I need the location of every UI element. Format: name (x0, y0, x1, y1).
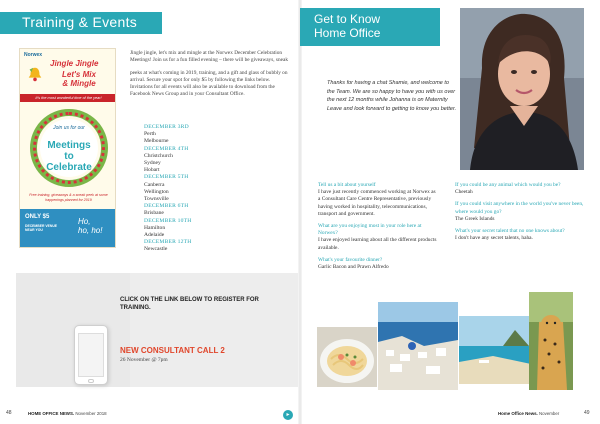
poster-offer-script: Ho, ho, ho! (78, 217, 103, 235)
interview-question: If you could visit anywhere in the world you've never been, where would you go? (455, 201, 584, 215)
intro-paragraph: Jingle jingle, let's mix and mingle at the Norwex December Celebration Meetings! Join us for a fun filled evening – there will be giveaways, sneak (130, 50, 288, 63)
event-city: Sydney (144, 160, 161, 167)
pasta-photo (317, 327, 377, 387)
interview-question: If you could be any animal which would you be? (455, 182, 561, 188)
event-city: Christchurch (144, 152, 173, 159)
event-group[interactable] (144, 239, 284, 253)
footer-brand: HOME OFFICE NEWS. (28, 411, 75, 416)
poster-title-top: Jingle Jingle (50, 59, 99, 68)
poster-band (20, 94, 116, 102)
interview-question: What are you enjoying most in your role here at Norwex? (318, 223, 422, 237)
portrait-image (460, 8, 584, 170)
poster-wreath-line1: Join us for our (53, 125, 85, 131)
event-date[interactable]: DECEMBER 5TH (144, 174, 189, 181)
phone-screen (78, 333, 104, 377)
section-header-home-office (300, 8, 440, 46)
footer-issue: November (539, 411, 560, 416)
cta-background (16, 273, 130, 387)
event-group[interactable] (144, 146, 284, 175)
event-city: Newcastle (144, 246, 168, 253)
interview-answer: The Greek Islands (455, 215, 495, 222)
poster-band-text: It's the most wonderful time of the year! (35, 96, 102, 100)
page-number-right: 49 (584, 410, 590, 416)
event-group[interactable] (144, 124, 284, 146)
poster-brand: Norwex (24, 52, 43, 58)
event-city: Townsville (144, 196, 169, 203)
poster-wreath-title: Meetings to Celebrate (46, 140, 92, 173)
poster-title-main: Let's Mix & Mingle (62, 70, 96, 88)
event-list (144, 124, 284, 254)
poster-offer (20, 209, 116, 248)
beach-photo (459, 316, 531, 384)
welcome-quote: Thanks for having a chat Shamie, and welcome to the Team. We are so happy to have you with us over the next 12 months while Johanna is on Maternity Leave and look forward to getting to know you better. (327, 80, 457, 112)
section-header-training (0, 12, 162, 34)
event-date[interactable]: DECEMBER 10TH (144, 217, 192, 224)
event-group[interactable] (144, 203, 284, 217)
interview-question: Tell us a bit about yourself (318, 182, 376, 188)
footer-left (28, 411, 107, 416)
poster-description: Free training, giveaways & a sneak peek at some happenings planned for 2019 (29, 193, 108, 202)
intro-paragraph: peeks at what's coming in 2019, training, and a gift and glass of bubbly on arrival. Secure your spot for only $5 by following the links below. Invitations for all events will also be available to download from the Facebook News Group and in your Consultant Office. (130, 70, 288, 97)
intro-text (130, 50, 288, 104)
poster-offer-note: DECEMBER VENUE NEAR YOU (25, 224, 58, 233)
interview-answer: Garlic Bacon and Prawn Alfredo (318, 264, 389, 271)
interview-answer: I don't have any secret talents, haha. (455, 235, 533, 242)
poster-offer-price: ONLY $5 (25, 214, 50, 220)
event-city: Hobart (144, 167, 160, 174)
bell-icon (26, 65, 44, 83)
event-poster[interactable] (19, 48, 116, 248)
page-gutter (298, 0, 302, 424)
interview-column-right (455, 182, 585, 247)
event-city: Adelaide (144, 232, 165, 239)
interview-column-left (318, 182, 438, 276)
interview-answer: Cheetah (455, 189, 473, 196)
event-date[interactable]: DECEMBER 4TH (144, 145, 189, 152)
event-date[interactable]: DECEMBER 6TH (144, 203, 189, 210)
footer-issue: November 2018 (75, 411, 107, 416)
event-city: Perth (144, 131, 156, 138)
interview-question: What's your secret talent that no one knows about? (455, 228, 565, 235)
phone-home-button (88, 379, 94, 383)
section-header-label: Training & Events (22, 14, 138, 30)
event-group[interactable] (144, 218, 284, 240)
interview-question: What's your favourite dinner? (318, 256, 383, 263)
event-city: Brisbane (144, 210, 164, 217)
footer-right (498, 411, 559, 416)
page-number-left: 48 (6, 410, 12, 416)
event-city: Canberra (144, 181, 165, 188)
consultant-call-link[interactable]: NEW CONSULTANT CALL 2 (120, 346, 225, 355)
cheetah-photo (529, 292, 573, 390)
interview-answer: I have enjoyed learning about all the different products available. (318, 237, 437, 251)
interview-answer: I have just recently commenced working at Norwex as a Consultant Care Centre Representative, previously having worked in hospitality, telecommunications, transport and government. (318, 189, 436, 217)
event-city: Melbourne (144, 138, 169, 145)
arrow-icon[interactable]: ▸ (283, 410, 293, 420)
footer-brand: Home Office News. (498, 411, 538, 416)
portrait-photo (460, 8, 584, 170)
event-group[interactable] (144, 174, 284, 203)
event-date[interactable]: DECEMBER 3RD (144, 124, 189, 130)
consultant-call-time: 26 November @ 7pm (120, 357, 168, 363)
event-date[interactable]: DECEMBER 12TH (144, 239, 192, 246)
event-city: Hamilton (144, 224, 166, 231)
santorini-photo (378, 302, 458, 390)
cta-panel (130, 273, 298, 387)
smartphone-icon (74, 325, 108, 385)
cta-instruction: CLICK ON THE LINK BELOW TO REGISTER FOR TRAINING. (120, 297, 259, 311)
section-header-label: Get to Know Home Office (314, 12, 381, 40)
event-city: Wellington (144, 188, 169, 195)
